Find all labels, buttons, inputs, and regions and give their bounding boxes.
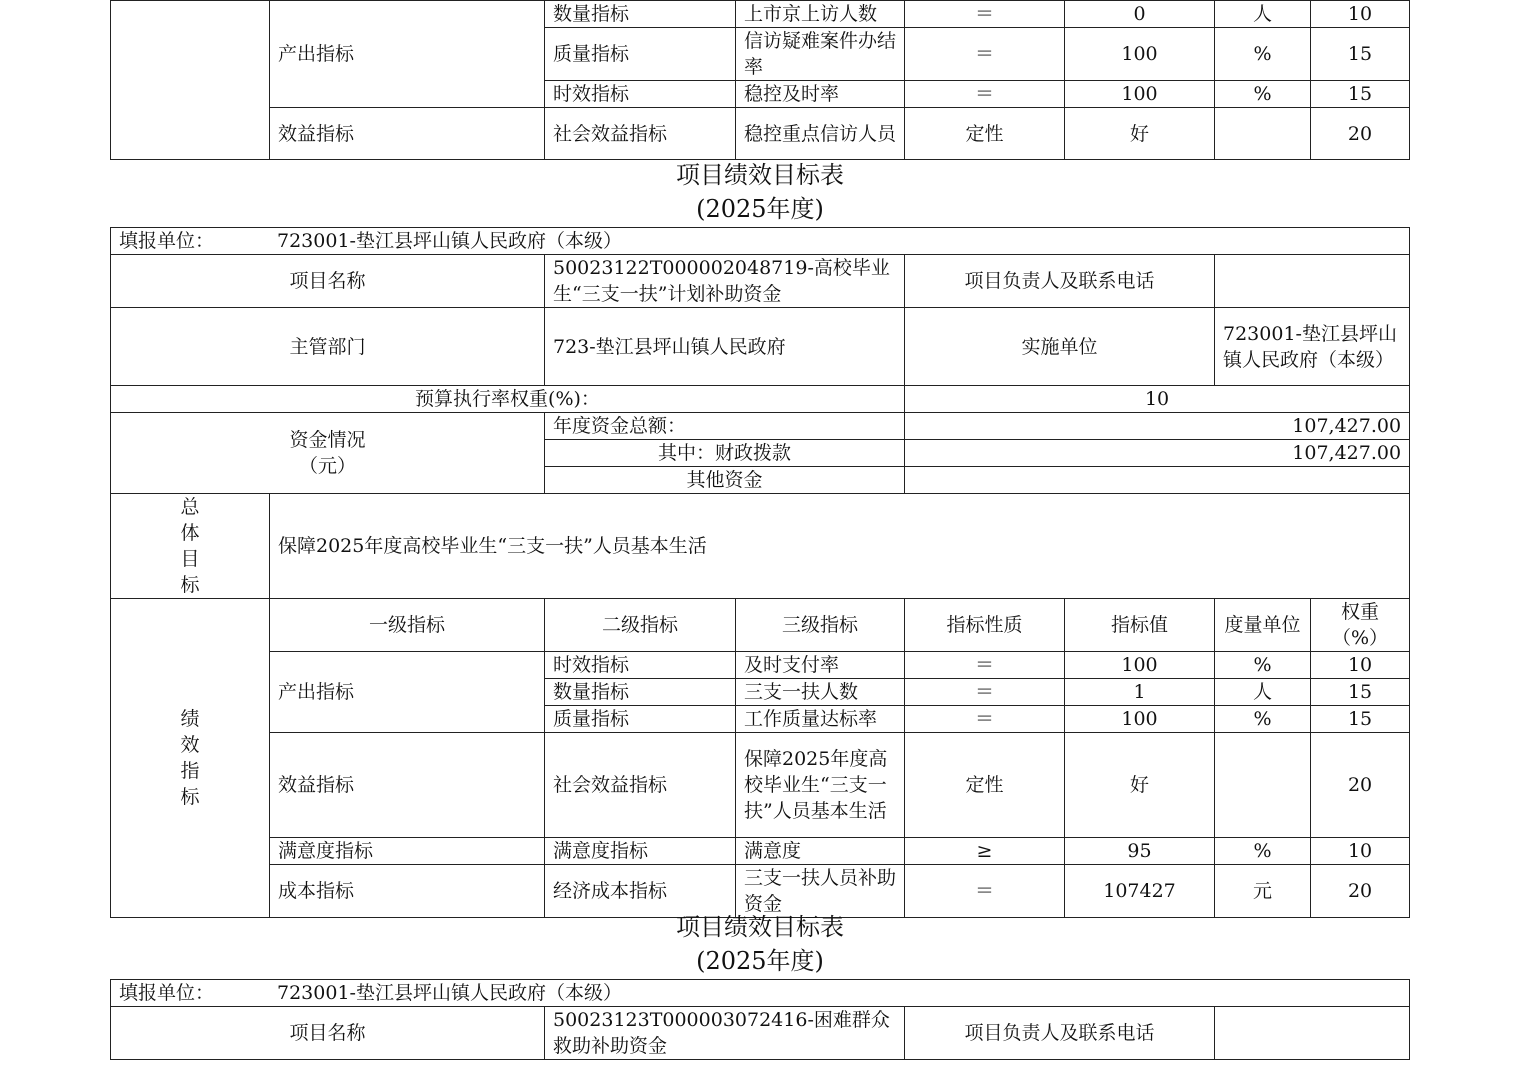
table1-title: 项目绩效目标表	[676, 161, 844, 189]
l3-cell: 信访疑难案件办结率	[736, 28, 905, 81]
weight-cell: 10	[1311, 652, 1410, 679]
project-name-label: 项目名称	[111, 255, 545, 308]
goal-label-char: 体	[180, 522, 200, 544]
budget-weight-value: 10	[905, 386, 1410, 413]
goal-label-char: 目	[180, 548, 200, 570]
top-indicator-table	[110, 0, 1410, 160]
l1-cell: 效益指标	[270, 108, 545, 160]
nature-cell: ＝	[905, 679, 1065, 706]
nature-cell: 定性	[905, 108, 1065, 160]
perf-label-char: 效	[180, 734, 200, 756]
goal-label-char: 总	[180, 496, 200, 518]
l2-cell: 质量指标	[545, 28, 736, 81]
contact-label: 项目负责人及联系电话	[905, 255, 1215, 308]
value-cell: 好	[1065, 108, 1215, 160]
nature-cell: ＝	[905, 1, 1065, 28]
l2-cell: 社会效益指标	[545, 733, 736, 838]
unit-cell	[1215, 733, 1311, 838]
nature-cell: ＝	[905, 28, 1065, 81]
reporting-unit-label: 填报单位：	[119, 230, 215, 252]
unit-cell: 元	[1215, 865, 1311, 918]
value-cell: 95	[1065, 838, 1215, 865]
nature-cell: ≥	[905, 838, 1065, 865]
dept-value: 723-垫江县坪山镇人民政府	[545, 308, 905, 386]
unit-cell: %	[1215, 81, 1311, 108]
value-cell: 100	[1065, 81, 1215, 108]
nature-cell: ＝	[905, 865, 1065, 918]
table1	[110, 227, 1410, 918]
l2-cell: 时效指标	[545, 81, 736, 108]
l3-cell: 及时支付率	[736, 652, 905, 679]
l1-cell: 产出指标	[270, 652, 545, 733]
l2-cell: 社会效益指标	[545, 108, 736, 160]
table2-title: 项目绩效目标表	[676, 913, 844, 941]
reporting-unit-row	[111, 980, 1410, 1007]
table2-year: (2025年度)	[696, 947, 824, 975]
goal-label	[111, 494, 270, 599]
unit-cell: 人	[1215, 1, 1311, 28]
header-nature: 指标性质	[905, 599, 1065, 652]
l3-cell: 工作质量达标率	[736, 706, 905, 733]
budget-weight-label: 预算执行率权重(%)：	[111, 386, 905, 413]
l3-cell: 稳控重点信访人员	[736, 108, 905, 160]
unit-cell: %	[1215, 652, 1311, 679]
value-cell: 100	[1065, 652, 1215, 679]
nature-cell: ＝	[905, 706, 1065, 733]
dept-label: 主管部门	[111, 308, 545, 386]
l2-cell: 时效指标	[545, 652, 736, 679]
unit-cell: %	[1215, 838, 1311, 865]
funds-label-line2: （元）	[298, 455, 356, 477]
l3-cell: 保障2025年度高校毕业生“三支一扶”人员基本生活	[736, 733, 905, 838]
weight-cell: 20	[1311, 865, 1410, 918]
goal-label-char: 标	[180, 574, 200, 596]
l2-cell: 满意度指标	[545, 838, 736, 865]
project-name-value: 50023123T000003072416-困难群众救助补助资金	[545, 1007, 905, 1060]
value-cell: 107427	[1065, 865, 1215, 918]
unit-cell: 人	[1215, 679, 1311, 706]
l3-cell: 三支一扶人数	[736, 679, 905, 706]
table2	[110, 979, 1410, 1060]
l3-cell: 三支一扶人员补助资金	[736, 865, 905, 918]
header-l3: 三级指标	[736, 599, 905, 652]
value-cell: 100	[1065, 28, 1215, 81]
l2-cell: 数量指标	[545, 1, 736, 28]
weight-cell: 15	[1311, 706, 1410, 733]
nature-cell: ＝	[905, 81, 1065, 108]
unit-cell: %	[1215, 28, 1311, 81]
project-name-value: 50023122T000002048719-高校毕业生“三支一扶”计划补助资金	[545, 255, 905, 308]
weight-cell: 15	[1311, 81, 1410, 108]
impl-label: 实施单位	[905, 308, 1215, 386]
unit-cell: %	[1215, 706, 1311, 733]
l2-cell: 数量指标	[545, 679, 736, 706]
impl-value: 723001-垫江县坪山镇人民政府（本级）	[1215, 308, 1410, 386]
l1-cell: 产出指标	[270, 1, 545, 108]
header-l2: 二级指标	[545, 599, 736, 652]
value-cell: 100	[1065, 706, 1215, 733]
weight-cell: 15	[1311, 679, 1410, 706]
header-weight: 权重（%）	[1311, 599, 1410, 652]
l3-cell: 满意度	[736, 838, 905, 865]
l3-cell: 上市京上访人数	[736, 1, 905, 28]
l1-cell: 满意度指标	[270, 838, 545, 865]
reporting-unit-value: 723001-垫江县坪山镇人民政府（本级）	[277, 230, 622, 252]
value-cell: 0	[1065, 1, 1215, 28]
funds-fiscal-label: 其中：财政拨款	[545, 440, 905, 467]
funds-total-label: 年度资金总额：	[545, 413, 905, 440]
funds-label	[111, 413, 545, 494]
project-name-label: 项目名称	[111, 1007, 545, 1060]
perf-label-char: 指	[180, 760, 200, 782]
value-cell: 好	[1065, 733, 1215, 838]
value-cell: 1	[1065, 679, 1215, 706]
reporting-unit-value: 723001-垫江县坪山镇人民政府（本级）	[277, 982, 622, 1004]
weight-cell: 20	[1311, 108, 1410, 160]
l3-cell: 稳控及时率	[736, 81, 905, 108]
weight-cell: 10	[1311, 838, 1410, 865]
nature-cell: ＝	[905, 652, 1065, 679]
contact-label: 项目负责人及联系电话	[905, 1007, 1215, 1060]
perf-label	[111, 599, 270, 918]
reporting-unit-label: 填报单位：	[119, 982, 215, 1004]
contact-value	[1215, 255, 1410, 308]
funds-fiscal-value: 107,427.00	[905, 440, 1410, 467]
l2-cell: 经济成本指标	[545, 865, 736, 918]
table1-year: (2025年度)	[696, 195, 824, 223]
contact-value	[1215, 1007, 1410, 1060]
funds-label-line1: 资金情况	[289, 429, 366, 451]
l2-cell: 质量指标	[545, 706, 736, 733]
unit-cell	[1215, 108, 1311, 160]
weight-cell: 15	[1311, 28, 1410, 81]
l1-cell: 效益指标	[270, 733, 545, 838]
perf-label-char: 标	[180, 786, 200, 808]
l1-cell: 成本指标	[270, 865, 545, 918]
perf-label-char: 绩	[180, 708, 200, 730]
perf-side-cell	[111, 1, 270, 160]
goal-value: 保障2025年度高校毕业生“三支一扶”人员基本生活	[270, 494, 1410, 599]
weight-cell: 20	[1311, 733, 1410, 838]
header-value: 指标值	[1065, 599, 1215, 652]
funds-other-label: 其他资金	[545, 467, 905, 494]
nature-cell: 定性	[905, 733, 1065, 838]
header-unit: 度量单位	[1215, 599, 1311, 652]
reporting-unit-row	[111, 228, 1410, 255]
funds-total-value: 107,427.00	[905, 413, 1410, 440]
weight-cell: 10	[1311, 1, 1410, 28]
funds-other-value	[905, 467, 1410, 494]
header-l1: 一级指标	[270, 599, 545, 652]
